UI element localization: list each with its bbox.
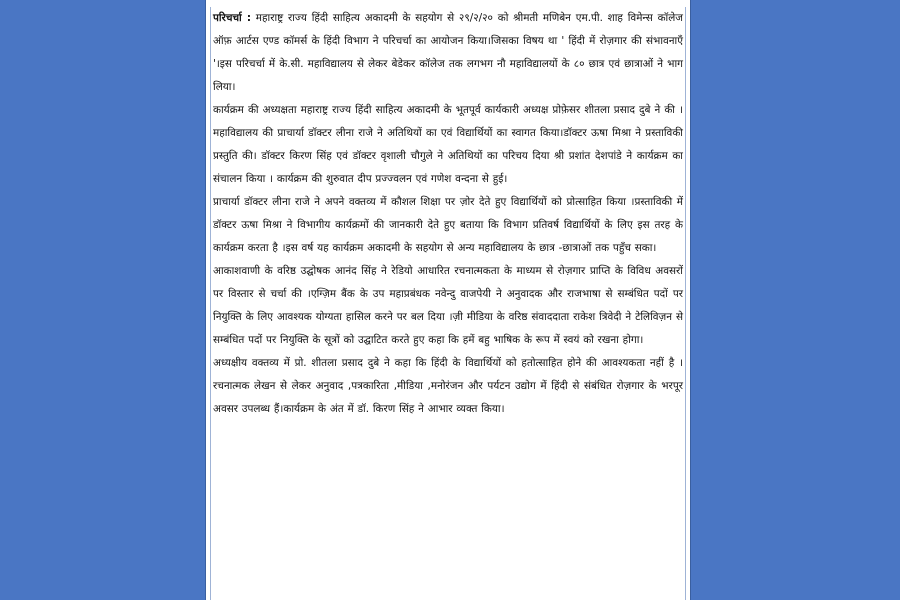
paragraph-principal-address: प्राचार्या डॉक्टर लीना राजे ने अपने वक्तव्य में कौशल शिक्षा पर ज़ोर देते हुए विद्यार्थियों को प्रोत्साहित किया ।प्रस्ताविकी में डॉक्टर ऊषा मिश्रा ने विभागीय कार्यक्रमों की जानकारी देते हुए बताया कि विभाग प्रतिवर्ष विद्यार्थियों के लिए इस तरह के कार्यक्रम करता है ।इस वर्ष यह कार्यक्रम अकादमी के सहयोग से अन्य महाविद्यालय के छात्र -छात्राओं तक पहुँच सका। <box>213 196 683 254</box>
paragraph-presidential-address: अध्यक्षीय वक्तव्य में प्रो. शीतला प्रसाद दुबे ने कहा कि हिंदी के विद्यार्थियों को हतोत्साहित होने की आवश्यकता नहीं है ।रचनात्मक लेखन से लेकर अनुवाद ,पत्रकारिता ,मीडिया ,मनोरंजन और पर्यटन उद्योग में हिंदी से संबंधित रोज़गार के भरपूर अवसर उपलब्ध हैं।कार्यक्रम के अंत में डॉ. किरण सिंह ने आभार व्यक्त किया। <box>213 357 683 415</box>
paragraph-intro-text: महाराष्ट्र राज्य हिंदी साहित्य अकादमी के सहयोग से २९/२/२० को श्रीमती मणिबेन एम.पी. शाह विमेन्स कॉलेज ऑफ़ आर्टस एण्ड कॉमर्स के हिंदी विभाग ने परिचर्चा का आयोजन किया।जिसका विषय था ' हिंदी में रोज़गार की संभावनाएँ '।इस परिचर्चा में के.सी. महाविद्यालय से लेकर बेडेकर कॉलेज तक लगभग नौ महाविद्यालयों के ८० छात्र एवं छात्राओं ने भाग लिया। <box>213 12 683 93</box>
paragraph-program-chair: कार्यक्रम की अध्यक्षता महाराष्ट्र राज्य हिंदी साहित्य अकादमी के भूतपूर्व कार्यकारी अध्यक्ष प्रोफ़ेसर शीतला प्रसाद दुबे ने की ।महाविद्यालय की प्राचार्या डॉक्टर लीना राजे ने अतिथियों का एवं विद्यार्थियों का स्वागत किया।डॉक्टर ऊषा मिश्रा ने प्रस्ताविकी प्रस्तुति की। डॉक्टर किरण सिंह एवं डॉक्टर वृशाली चौगुले ने अतिथियों का परिचय दिया श्री प्रशांत देशपांडे ने कार्यक्रम का संचालन किया । कार्यक्रम की शुरुवात दीप प्रज्ज्वलन एवं गणेश वन्दना से हुई। <box>213 104 683 185</box>
document-body <box>210 7 686 600</box>
document-page <box>205 0 691 600</box>
paragraph-heading: परिचर्चा : <box>213 12 251 24</box>
paragraph-intro <box>213 7 683 99</box>
paragraph-guest-speakers: आकाशवाणी के वरिष्ठ उद्घोषक आनंद सिंह ने रेडियो आधारित रचनात्मकता के माध्यम से रोज़गार प्राप्ति के विविध अवसरों पर विस्तार से चर्चा की ।एग्ज़िम बैंक के उप महाप्रबंधक नवेन्दु वाजपेयी ने अनुवादक और राजभाषा से सम्बंधित पदों पर नियुक्ति के लिए आवश्यक योग्यता हासिल करने पर बल दिया ।ज़ी मीडिया के वरिष्ठ संवाददाता राकेश त्रिवेदी ने टेलिविज़न से सम्बंधित पदों पर नियुक्ति के सूत्रों को उद्घाटित करते हुए कहा कि हमें बहु भाषिक के रूप में स्वयं को रखना होगा। <box>213 265 683 346</box>
